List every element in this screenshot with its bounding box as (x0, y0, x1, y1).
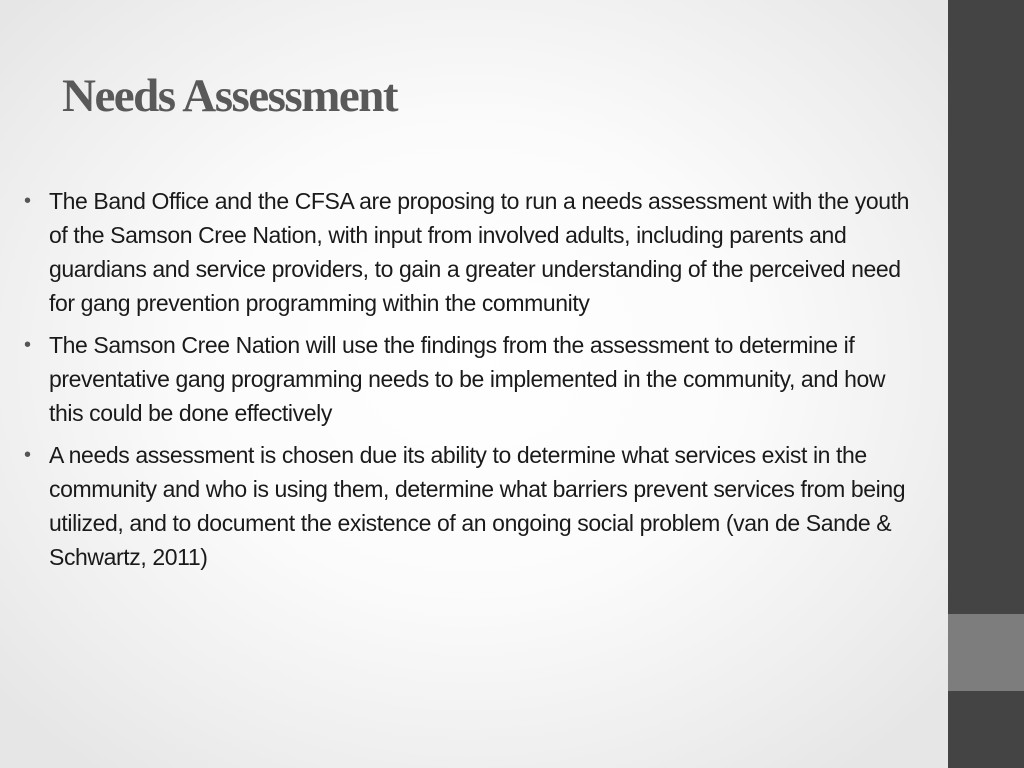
decorative-sidebar (948, 0, 1024, 768)
bullet-dot-icon: • (24, 444, 31, 466)
bullet-list (22, 184, 912, 582)
slide-title: Needs Assessment (62, 70, 398, 122)
bullet-text: A needs assessment is chosen due its ability to determine what services exist in the community and who is using them, determine what barriers prevent services from being utilized, and to document the existence of an ongoing social problem (van de Sande & Schwartz, 2011) (49, 442, 906, 570)
bullet-dot-icon: • (24, 334, 31, 356)
sidebar-accent-block (948, 614, 1024, 691)
bullet-text: The Band Office and the CFSA are proposing to run a needs assessment with the youth of the Samson Cree Nation, with input from involved adults, including parents and guardians and service providers, to gain a greater understanding of the perceived need for gang prevention programming within the community (49, 188, 910, 316)
bullet-item (22, 438, 912, 574)
bullet-text: The Samson Cree Nation will use the findings from the assessment to determine if preventative gang programming needs to be implemented in the community, and how this could be done effectively (49, 332, 886, 426)
bullet-item (22, 184, 912, 320)
bullet-item (22, 328, 912, 430)
bullet-dot-icon: • (24, 190, 31, 212)
